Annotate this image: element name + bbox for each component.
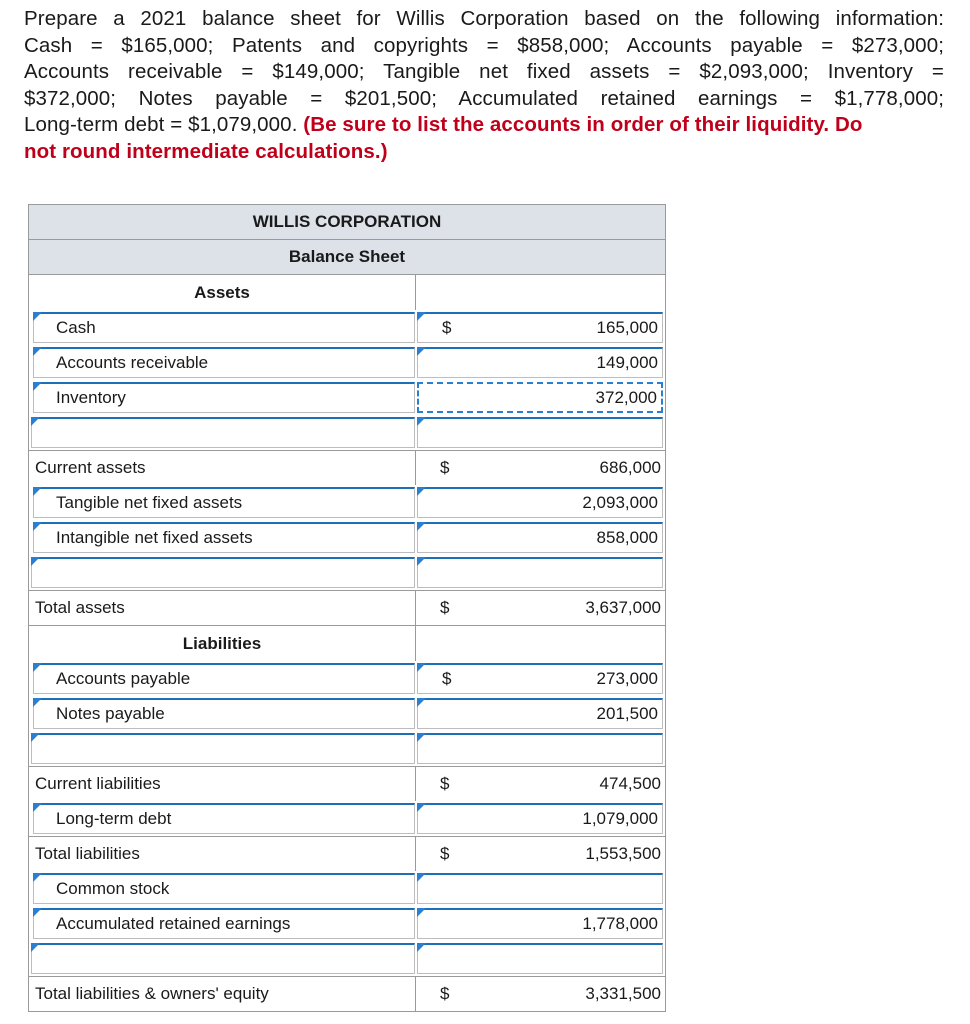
intangible-value-input[interactable]	[417, 522, 663, 553]
cash-label: Cash	[56, 318, 96, 337]
tangible-value: 2,093,000	[582, 493, 658, 512]
row-cash	[29, 310, 665, 345]
dollar-sign: $	[440, 598, 450, 617]
total-liabilities-value-cell	[415, 836, 665, 871]
current-liabilities-value: 474,500	[599, 774, 661, 793]
total-assets-value-cell	[415, 590, 665, 625]
dollar-sign: $	[442, 318, 452, 337]
intangible-value: 858,000	[596, 528, 658, 547]
ltd-label: Long-term debt	[56, 809, 172, 828]
prompt-line-5	[24, 112, 944, 139]
row-blank-4	[29, 941, 665, 976]
prompt-line-5-plain: Long-term debt = $1,079,000.	[24, 113, 304, 136]
total-assets-label: Total assets	[29, 590, 415, 625]
retained-label-input[interactable]	[33, 908, 415, 939]
row-inventory	[29, 380, 665, 415]
np-value: 201,500	[596, 704, 658, 723]
total-le-label: Total liabilities & owners' equity	[29, 976, 415, 1011]
row-current-assets	[29, 450, 665, 485]
row-current-liabilities	[29, 766, 665, 801]
ltd-label-input[interactable]	[33, 803, 415, 834]
cash-label-input[interactable]	[33, 312, 415, 343]
total-liabilities-label: Total liabilities	[29, 836, 415, 871]
ar-value-input[interactable]	[417, 347, 663, 378]
sheet-title: Balance Sheet	[29, 239, 665, 274]
row-blank-1	[29, 415, 665, 450]
total-le-value-cell	[415, 976, 665, 1011]
ar-value: 149,000	[596, 353, 658, 372]
blank-value-input-3[interactable]	[417, 733, 663, 764]
retained-label: Accumulated retained earnings	[56, 914, 291, 933]
blank-label-input-2[interactable]	[31, 557, 415, 588]
common-stock-label-input[interactable]	[33, 873, 415, 904]
blank-label-input-3[interactable]	[31, 733, 415, 764]
cash-value: 165,000	[596, 318, 658, 337]
intangible-label: Intangible net fixed assets	[56, 528, 253, 547]
common-stock-value-input[interactable]	[417, 873, 663, 904]
inventory-label-input[interactable]	[33, 382, 415, 413]
balance-sheet-table	[28, 204, 666, 1012]
current-assets-value: 686,000	[599, 458, 661, 477]
prompt-line-1: Prepare a 2021 balance sheet for Willis Corporation based on the following information:	[24, 7, 944, 30]
row-total-le	[29, 976, 665, 1011]
row-ap	[29, 661, 665, 696]
row-ltd	[29, 801, 665, 836]
ar-label-input[interactable]	[33, 347, 415, 378]
row-ar	[29, 345, 665, 380]
prompt-instruction-end: not round intermediate calculations.)	[24, 139, 388, 163]
problem-statement	[24, 6, 944, 165]
row-blank-2	[29, 555, 665, 590]
np-label-input[interactable]	[33, 698, 415, 729]
total-assets-value: 3,637,000	[585, 598, 661, 617]
row-total-liabilities	[29, 836, 665, 871]
dollar-sign: $	[440, 844, 450, 863]
current-assets-value-cell	[415, 450, 665, 485]
row-total-assets	[29, 590, 665, 625]
cash-value-input[interactable]	[417, 312, 663, 343]
blank-label-input-4[interactable]	[31, 943, 415, 974]
common-stock-label: Common stock	[56, 879, 170, 898]
blank-label-input-1[interactable]	[31, 417, 415, 448]
np-value-input[interactable]	[417, 698, 663, 729]
row-retained	[29, 906, 665, 941]
liabilities-header: Liabilities	[29, 626, 416, 661]
prompt-instruction: (Be sure to list the accounts in order of their liquidity. Do	[303, 113, 863, 136]
retained-value: 1,778,000	[582, 914, 658, 933]
dollar-sign: $	[440, 984, 450, 1003]
np-label: Notes payable	[56, 704, 165, 723]
row-intangible	[29, 520, 665, 555]
assets-section-header	[29, 274, 665, 310]
row-np	[29, 696, 665, 731]
tangible-value-input[interactable]	[417, 487, 663, 518]
prompt-line-4: $372,000; Notes payable = $201,500; Accumulated retained earnings = $1,778,000;	[24, 86, 944, 110]
current-liabilities-value-cell	[415, 766, 665, 801]
ltd-value: 1,079,000	[582, 809, 658, 828]
inventory-value-input[interactable]	[417, 382, 663, 413]
retained-value-input[interactable]	[417, 908, 663, 939]
blank-value-input-4[interactable]	[417, 943, 663, 974]
dollar-sign: $	[442, 669, 452, 688]
blank-value-input-2[interactable]	[417, 557, 663, 588]
row-tangible	[29, 485, 665, 520]
row-blank-3	[29, 731, 665, 766]
ap-value-input[interactable]	[417, 663, 663, 694]
tangible-label-input[interactable]	[33, 487, 415, 518]
tangible-label: Tangible net fixed assets	[56, 493, 243, 512]
ltd-value-input[interactable]	[417, 803, 663, 834]
prompt-line-3: Accounts receivable = $149,000; Tangible net fixed assets = $2,093,000; Inventory =	[24, 60, 944, 83]
current-assets-label: Current assets	[29, 450, 415, 485]
current-liabilities-label: Current liabilities	[29, 766, 415, 801]
inventory-label: Inventory	[56, 388, 126, 407]
row-common-stock	[29, 871, 665, 906]
company-name: WILLIS CORPORATION	[29, 204, 665, 239]
dollar-sign: $	[440, 774, 450, 793]
ar-label: Accounts receivable	[56, 353, 209, 372]
prompt-line-2: Cash = $165,000; Patents and copyrights = $858,000; Accounts payable = $273,000;	[24, 33, 944, 57]
assets-header: Assets	[29, 275, 416, 310]
ap-label-input[interactable]	[33, 663, 415, 694]
ap-value: 273,000	[596, 669, 658, 688]
ap-label: Accounts payable	[56, 669, 191, 688]
liabilities-section-header	[29, 625, 665, 661]
intangible-label-input[interactable]	[33, 522, 415, 553]
total-liabilities-value: 1,553,500	[585, 844, 661, 863]
total-le-value: 3,331,500	[585, 984, 661, 1003]
dollar-sign: $	[440, 458, 450, 477]
inventory-value: 372,000	[595, 387, 657, 407]
blank-value-input-1[interactable]	[417, 417, 663, 448]
